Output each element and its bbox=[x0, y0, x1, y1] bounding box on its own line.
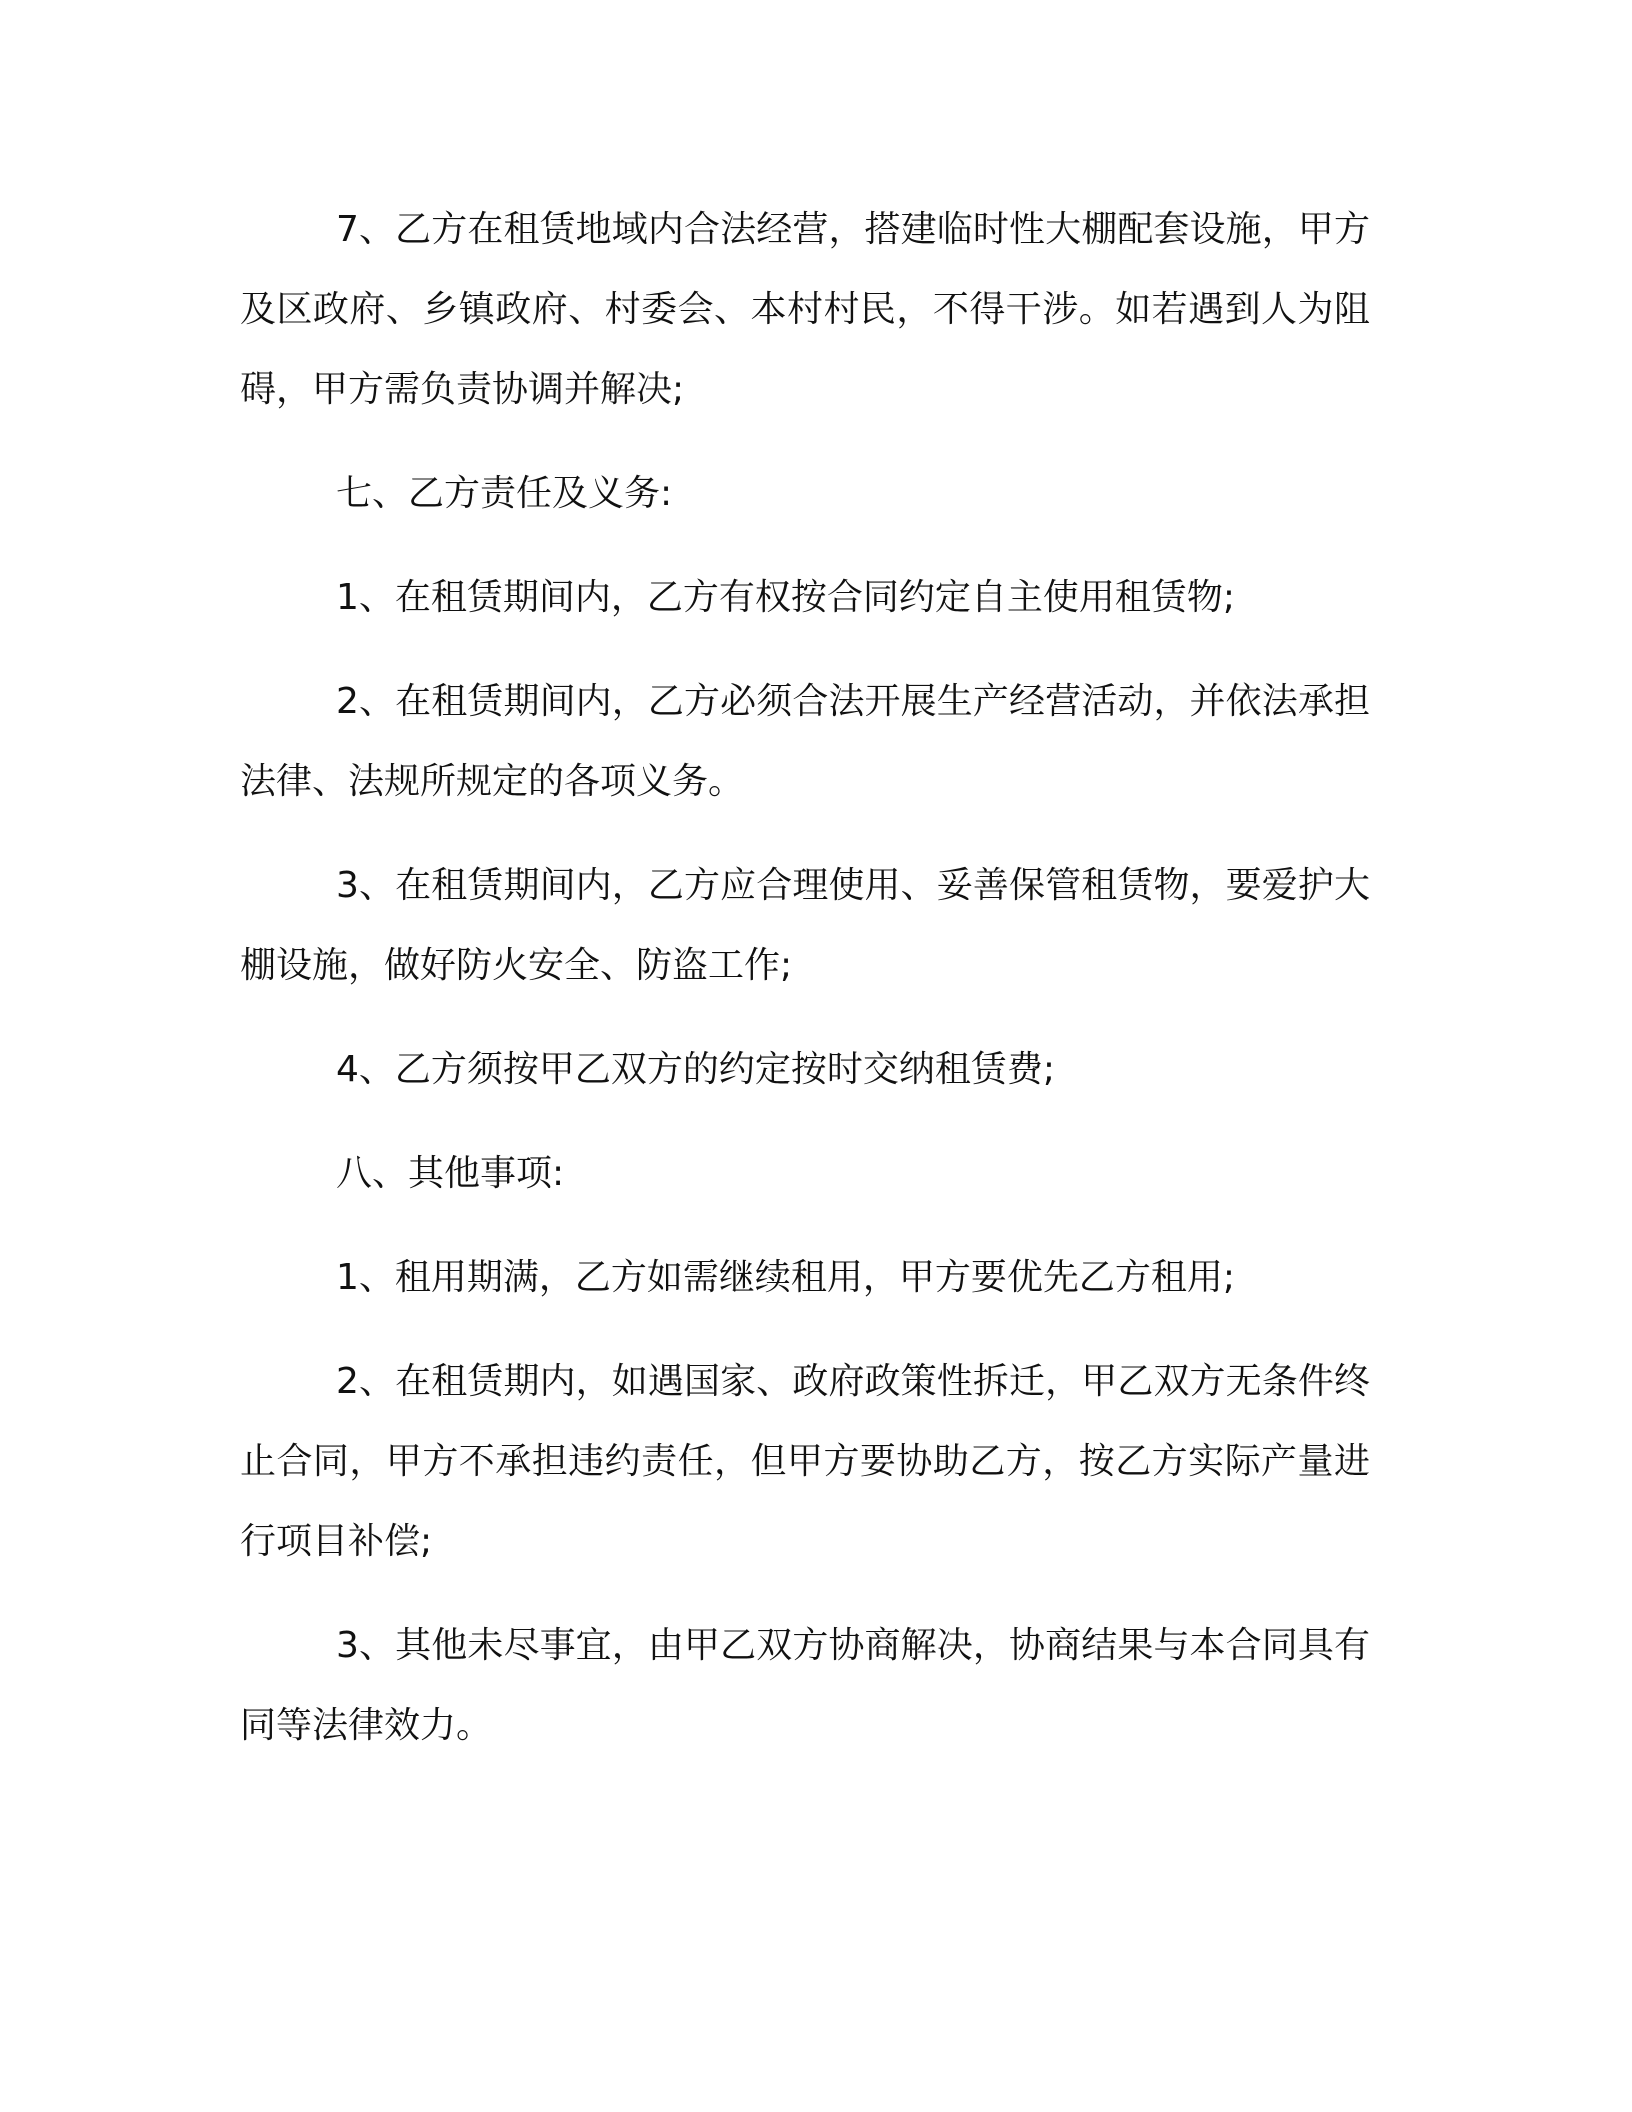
clause-7-3: 3、在租赁期间内，乙方应合理使用、妥善保管租赁物，要爱护大棚设施，做好防火安全、防盗工作; bbox=[240, 865, 1370, 986]
document-body bbox=[240, 190, 1370, 1790]
clause-8-3: 3、其他未尽事宜，由甲乙双方协商解决，协商结果与本合同具有同等法律效力。 bbox=[240, 1625, 1370, 1746]
clause-8-2: 2、在租赁期内，如遇国家、政府政策性拆迁，甲乙双方无条件终止合同，甲方不承担违约责任，但甲方要协助乙方，按乙方实际产量进行项目补偿; bbox=[240, 1361, 1370, 1562]
section-7-heading: 七、乙方责任及义务: bbox=[336, 473, 673, 514]
clause-7-2: 2、在租赁期间内，乙方必须合法开展生产经营活动，并依法承担法律、法规所规定的各项义务。 bbox=[240, 681, 1370, 802]
section-8-heading: 八、其他事项: bbox=[336, 1153, 565, 1194]
clause-8-1: 1、租用期满，乙方如需继续租用，甲方要优先乙方租用; bbox=[336, 1257, 1236, 1298]
clause-7-1: 1、在租赁期间内，乙方有权按合同约定自主使用租赁物; bbox=[336, 577, 1236, 618]
clause-7-land-use: 7、乙方在租赁地域内合法经营，搭建临时性大棚配套设施，甲方及区政府、乡镇政府、村委会、本村村民，不得干涉。如若遇到人为阻碍，甲方需负责协调并解决; bbox=[240, 209, 1370, 410]
clause-7-4: 4、乙方须按甲乙双方的约定按时交纳租赁费; bbox=[336, 1049, 1056, 1090]
